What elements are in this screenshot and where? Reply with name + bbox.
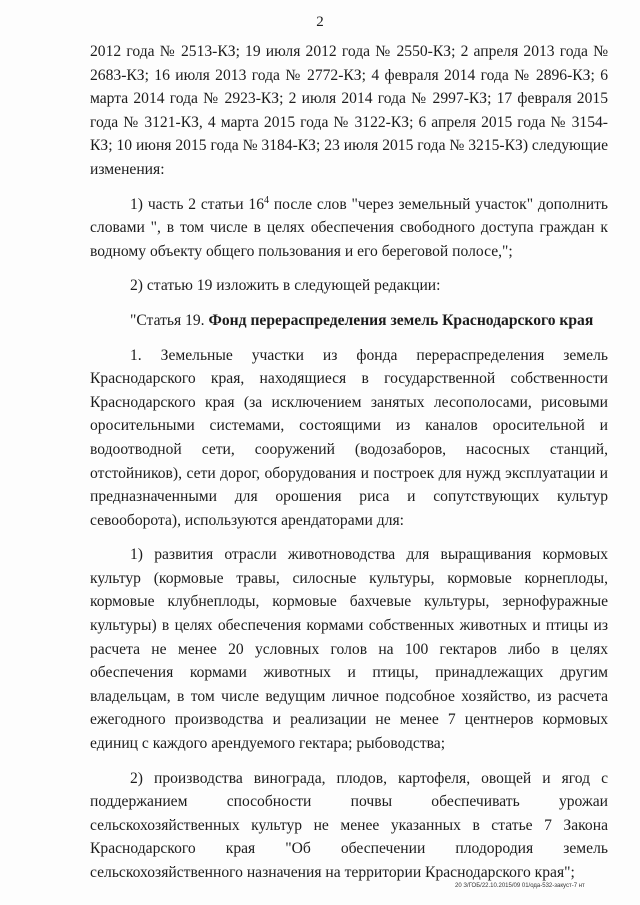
amendment-item-2: 2) статью 19 изложить в следующей редакции: xyxy=(130,277,441,295)
subpoint-2: 2) производства винограда, плодов, картофеля, овощей и ягод с поддержанием способности почвы обеспечивать урожаи сельскохозяйственных культур не менее указанных в статье 7 Закона Краснодарского края "Об обеспечении плодородия земель сельскохозяйственного назначения на территории Краснодарского края"; xyxy=(90,769,608,881)
document-footer-code: 20 З/ГОБ/22.10.2015/09 01/ода-532-закуст-7 нт xyxy=(455,883,585,889)
article-title: Фонд перераспределения земель Краснодарского края xyxy=(208,311,594,329)
amendment-item-1-text-end: после слов "через земельный участок" дополнить словами ", в том числе в целях обеспечения свободного доступа граждан к водному объекту общего пользования и его береговой полосе,"; xyxy=(90,195,608,260)
superscript-index: 4 xyxy=(264,194,270,206)
amendment-item-1 xyxy=(90,193,608,264)
intro-paragraph: 2012 года № 2513-КЗ; 19 июля 2012 года № 2550-КЗ; 2 апреля 2013 года № 2683-КЗ; 16 июля 2013 года № 2772-КЗ; 4 февраля 2014 года № 2896-КЗ; 6 марта 2014 года № 2923-КЗ; 2 июля 2014 года № 2997-КЗ; 17 февраля 2015 года № 3121-КЗ, 4 марта 2015 года № 3122-КЗ; 6 апреля 2015 года № 3154-КЗ; 10 июня 2015 года № 3184-КЗ; 23 июля 2015 года № 3215-КЗ) следующие изменения: xyxy=(90,43,608,178)
article-point-1: 1. Земельные участки из фонда перераспределения земель Краснодарского края, находящиеся в государственной собственности Краснодарского края (за исключением занятых лесополосами, рисовыми оросительными системами, состоящими из каналов оросительной и водоотводной сети, сооружений (водозаборов, насосных станций, отстойников), сети дорог, оборудования и построек для нужд эксплуатации и предназначенными для орошения риса и сопутствующих культур севооборота), используются арендаторами для: xyxy=(90,346,608,529)
article-heading xyxy=(90,309,608,333)
document-body xyxy=(90,40,608,885)
subpoint-1: 1) развития отрасли животноводства для выращивания кормовых культур (кормовые травы, силосные культуры, кормовые корнеплоды, кормовые клубнеплоды, кормовые бахчевые культуры, зернофуражные культуры) в целях обеспечения кормами собственных животных и птицы из расчета не менее 20 условных голов на 100 гектаров либо в целях обеспечения кормами животных и птицы, принадлежащих другим владельцам, в том числе ведущим личное подсобное хозяйство, из расчета ежегодного производства и реализации не менее 7 центнеров кормовых единиц с каждого арендуемого гектара; рыбоводства; xyxy=(90,546,608,753)
amendment-item-1-text-start: 1) часть 2 статьи 16 xyxy=(130,195,265,213)
article-prefix: "Статья 19. xyxy=(130,311,209,329)
page-number: 2 xyxy=(316,14,324,30)
